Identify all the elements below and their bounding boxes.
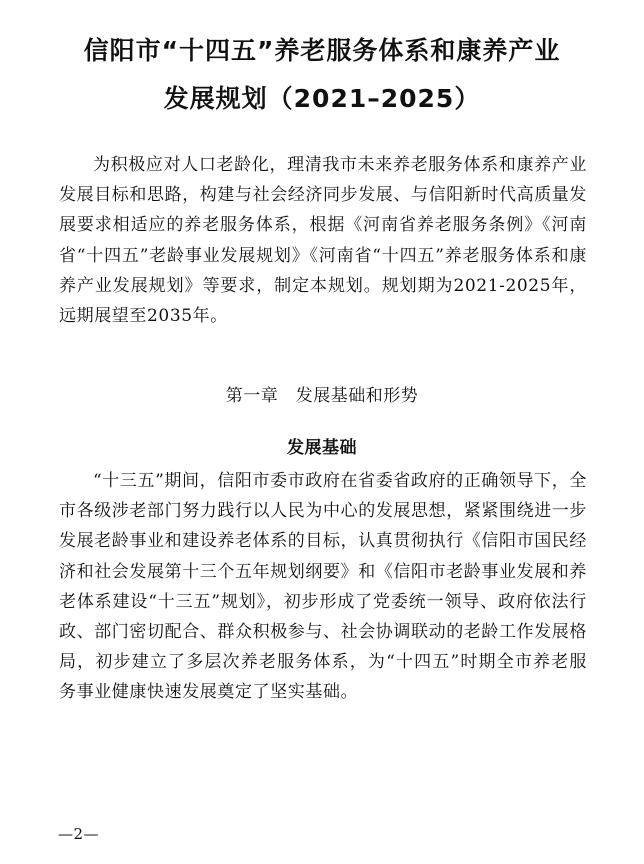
page-number: —2— <box>58 825 100 843</box>
body-paragraph: “十三五”期间，信阳市委市政府在省委省政府的正确领导下，全市各级涉老部门努力践行以人民为中心的发展思想，紧紧围绕进一步发展老龄事业和建设养老体系的目标，认真贯彻执行《信阳市国民经济和社会发展第十三个五年规划纲要》和《信阳市老龄事业发展和养老体系建设“十三五”规划》，初步形成了党委统一领导、政府依法行政、部门密切配合、群众积极参与、社会协调联动的老龄工作发展格局，初步建立了多层次养老服务体系，为“十四五”时期全市养老服务事业健康快速发展奠定了坚实基础。 <box>59 471 587 703</box>
document-title-line-2: 发展规划（2021–2025） <box>163 84 481 113</box>
document-title-line-1: 信阳市“十四五”养老服务体系和康养产业 <box>83 36 561 65</box>
intro-paragraph: 为积极应对人口老龄化，理清我市未来养老服务体系和康养产业发展目标和思路，构建与社会经济同步发展、与信阳新时代高质量发展要求相适应的养老服务体系，根据《河南省养老服务条例》《河南省“十四五”老龄事业发展规划》《河南省“十四五”养老服务体系和康养产业发展规划》等要求，制定本规划。规划期为2021-2025年，远期展望至2035年。 <box>59 155 587 327</box>
section-heading: 发展基础 <box>287 438 357 458</box>
chapter-heading: 第一章 发展基础和形势 <box>225 386 419 406</box>
